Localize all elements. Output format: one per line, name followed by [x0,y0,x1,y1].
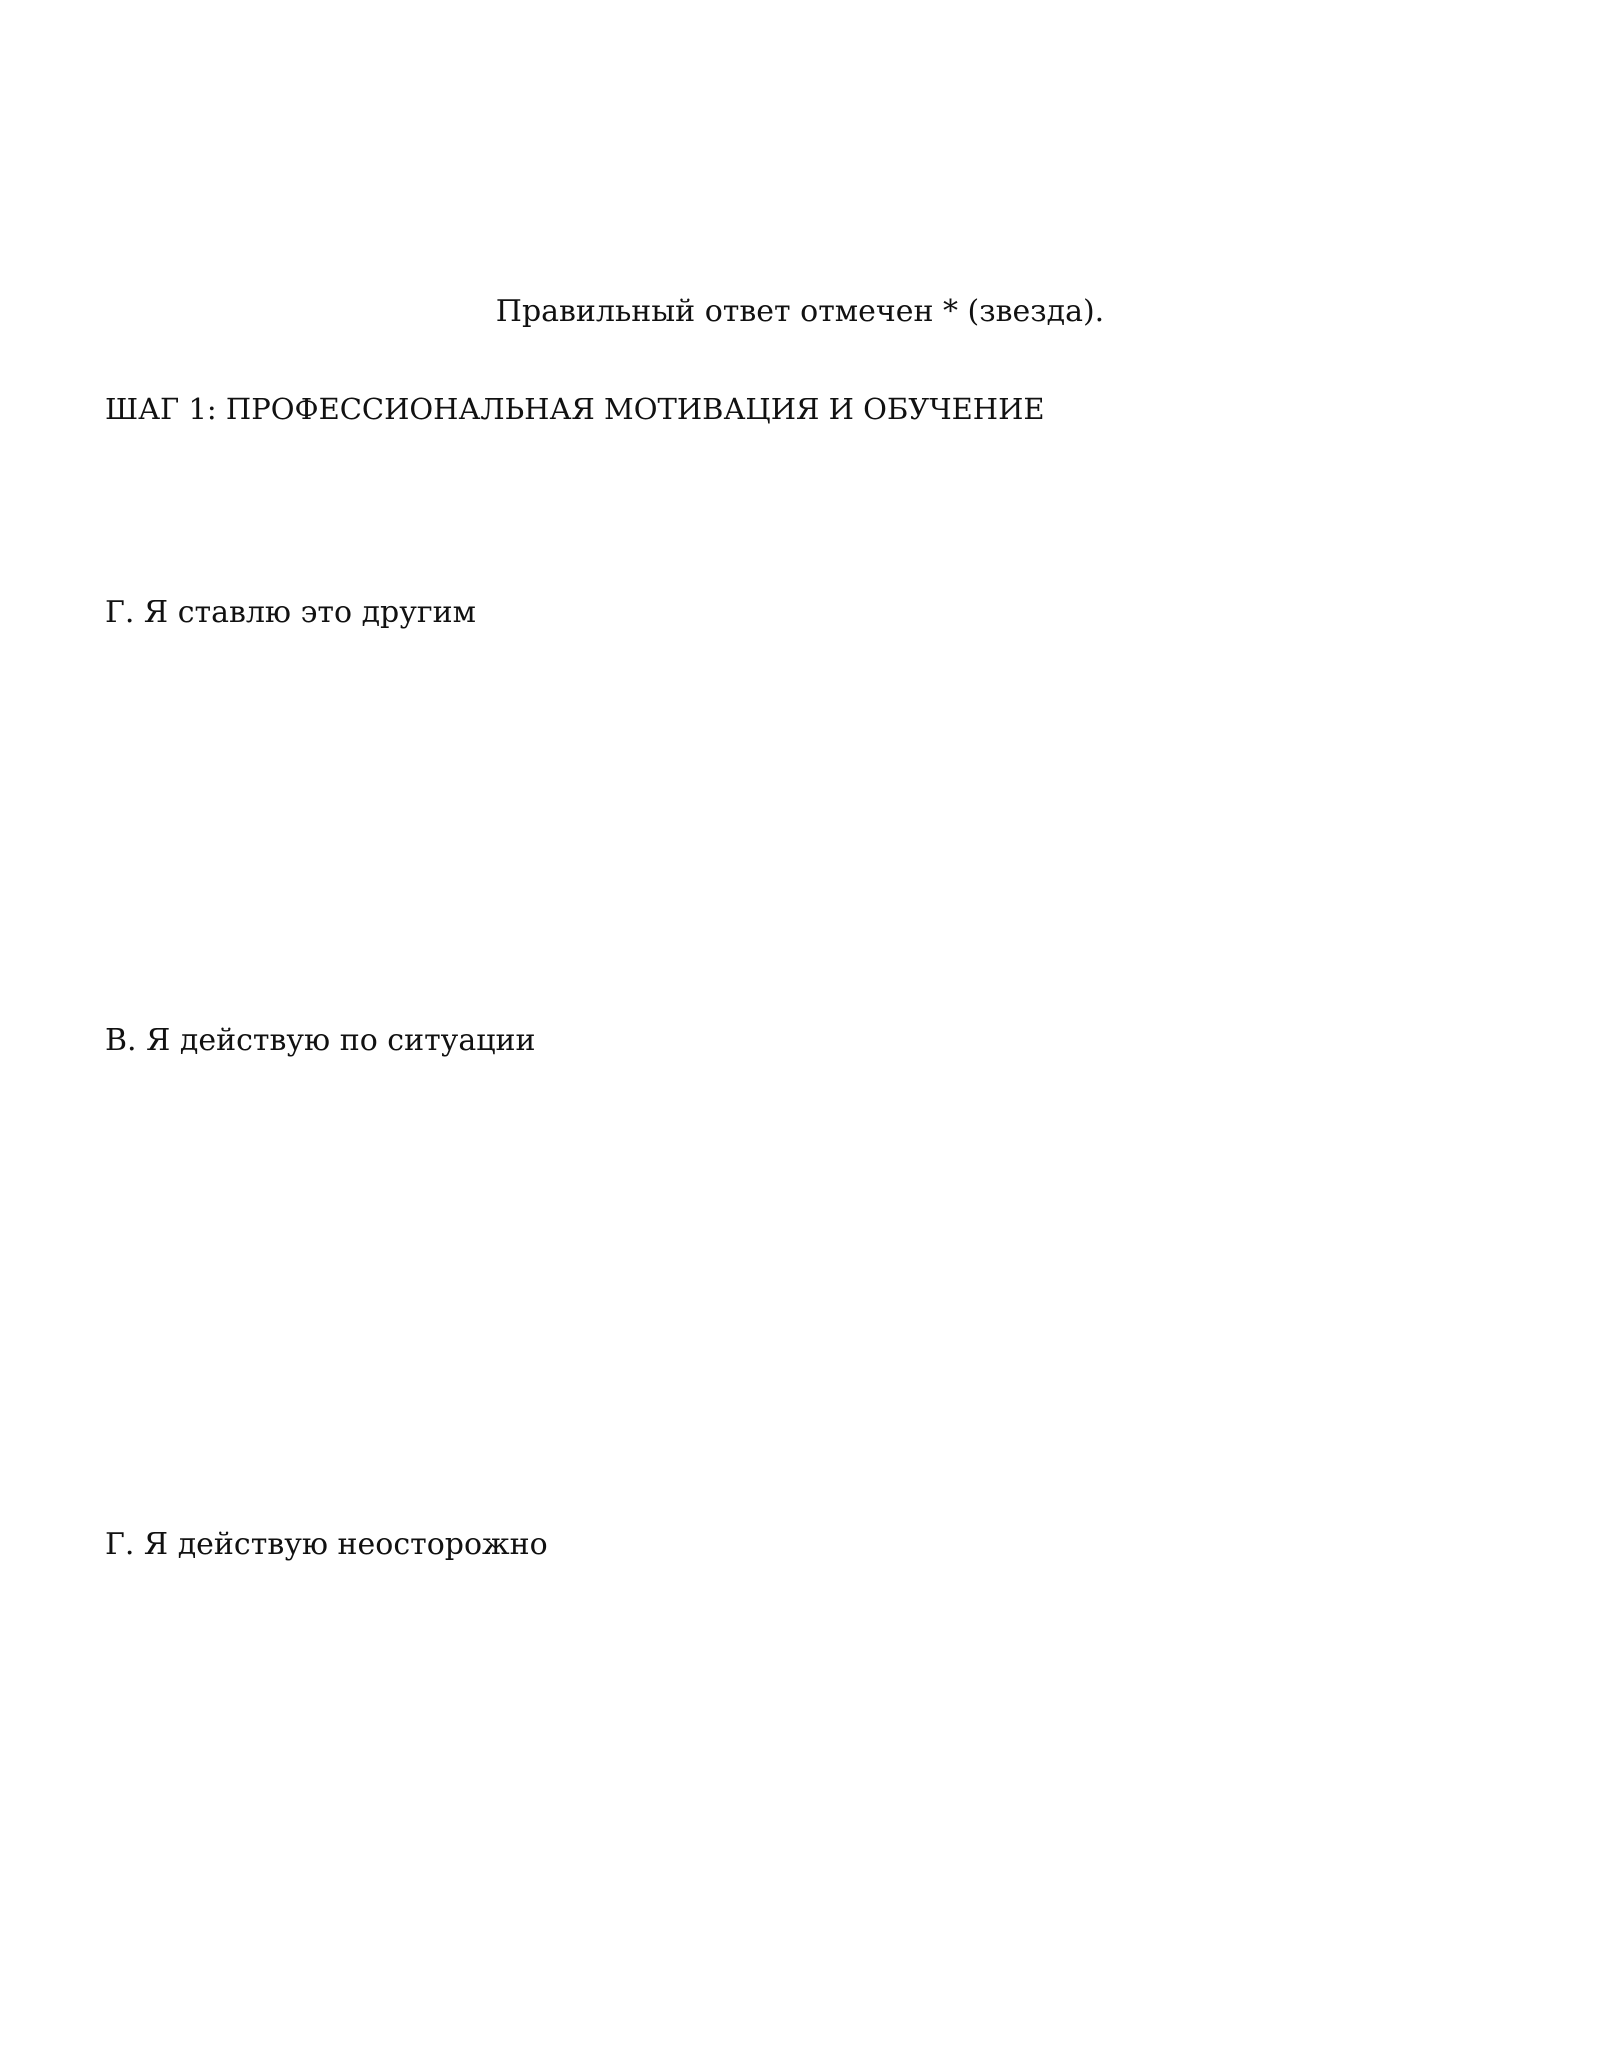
answer-note: Правильный ответ отмечен * (звезда). [495,294,1105,329]
answer-option: В. Я действую по ситуации [105,1023,536,1058]
answer-option: Г. Я ставлю это другим [105,595,476,630]
step-heading: ШАГ 1: ПРОФЕССИОНАЛЬНАЯ МОТИВАЦИЯ И ОБУЧЕНИЕ [105,392,1045,426]
answer-option: Г. Я действую неосторожно [105,1527,548,1562]
